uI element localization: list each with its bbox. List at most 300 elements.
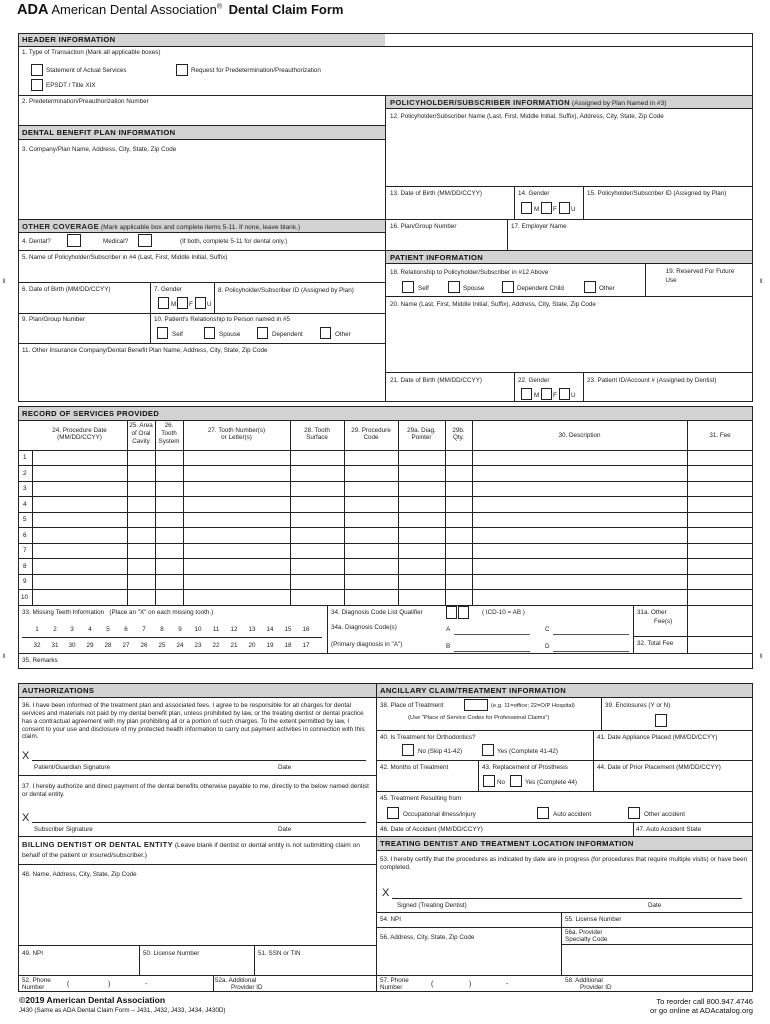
phone-paren: ( (67, 981, 70, 988)
rule (18, 775, 376, 776)
predetermination-label: Request for Predetermination/Preauthorization (191, 67, 321, 74)
tooth-number[interactable]: 23 (194, 642, 202, 649)
rule (376, 912, 753, 913)
gender-m-label: M (171, 301, 177, 308)
f1-label: 1. Type of Transaction (Mark all applicable boxes) (22, 49, 161, 56)
rel-spouse-checkbox-10[interactable] (204, 327, 215, 339)
f57-label-2: Number (380, 984, 403, 991)
rule (18, 589, 753, 590)
treating-date-label: Date (648, 902, 662, 909)
gender-u-checkbox-7[interactable] (195, 297, 206, 309)
f33-text: 33. Missing Teeth Information (22, 609, 105, 616)
pat-other-checkbox[interactable] (584, 281, 596, 293)
f9-label: 9. Plan/Group Number (22, 316, 85, 323)
row-number: 4 (23, 501, 27, 508)
qualifier-box-1[interactable] (446, 606, 457, 619)
ortho-no-label: No (Skip 41-42) (418, 748, 463, 755)
f19-label-2: Use (665, 277, 677, 284)
gender-m-checkbox-22[interactable] (521, 388, 532, 400)
perforation-mark-left: ǁ (3, 278, 6, 285)
dental-checkbox[interactable] (67, 234, 81, 247)
tooth-number[interactable]: 20 (248, 642, 256, 649)
tooth-number[interactable]: 25 (158, 642, 166, 649)
f42-label: 42. Months of Treatment (380, 764, 449, 771)
rule (583, 372, 584, 402)
rule (18, 653, 753, 654)
tooth-number[interactable]: 32 (33, 642, 41, 649)
other-coverage-title (22, 222, 300, 232)
rule (478, 760, 479, 791)
dx-c-label: C (545, 626, 550, 633)
tooth-number[interactable]: 12 (230, 626, 238, 633)
auth-title: AUTHORIZATIONS (22, 686, 95, 695)
f46-label: 46. Date of Accident (MM/DD/CCYY) (380, 826, 483, 833)
gender-f-checkbox-7[interactable] (177, 297, 188, 309)
f15-label: 15. Policyholder/Subscriber ID (Assigned by Plan) (587, 190, 727, 197)
sig-x: X (22, 750, 30, 762)
col-27-header-2: or Letter(s) (221, 434, 252, 441)
billing-title (22, 840, 372, 860)
rule (139, 945, 140, 975)
col-29a-header: 29a. Diag. (407, 427, 436, 434)
patient-signature-line[interactable] (32, 760, 366, 761)
f7-label: 7. Gender (154, 286, 183, 293)
ancillary-title: ANCILLARY CLAIM/TREATMENT INFORMATION (380, 686, 567, 695)
tooth-number[interactable]: 6 (124, 626, 128, 633)
gender-u-label: U (571, 392, 576, 399)
treating-signature-label: Signed (Treating Dentist) (397, 902, 467, 909)
center-divider (385, 96, 386, 402)
gender-m-checkbox-14[interactable] (521, 202, 532, 214)
tooth-number[interactable]: 14 (266, 626, 274, 633)
row-number: 8 (23, 563, 27, 570)
rel-dependent-label: Dependent (272, 331, 303, 338)
f38-label: 38. Place of Treatment (380, 702, 444, 709)
tooth-number[interactable]: 11 (212, 626, 220, 633)
patient-info-title: PATIENT INFORMATION (390, 253, 484, 262)
col-27-header: 27. Tooth Number(s) (207, 427, 266, 434)
gender-u-checkbox-14[interactable] (559, 202, 570, 214)
col-28-header: 28. Tooth (304, 427, 330, 434)
tooth-number[interactable]: 10 (194, 626, 202, 633)
rule (18, 543, 753, 544)
rule (18, 343, 385, 344)
f19-label: 19. Reserved For Future (665, 268, 735, 275)
treating-title: TREATING DENTIST AND TREATMENT LOCATION INFORMATION (380, 839, 634, 848)
col-26-header-3: System (158, 438, 180, 445)
epsdt-label: EPSDT / Title XIX (46, 82, 96, 89)
form-title (17, 2, 343, 18)
plan-info-title: DENTAL BENEFIT PLAN INFORMATION (22, 128, 176, 137)
f33-label (22, 609, 213, 617)
f45-label: 45. Treatment Resulting from (380, 795, 462, 802)
f22-label: 22. Gender (518, 377, 550, 384)
tooth-chart-divider (22, 637, 322, 638)
rule (214, 282, 215, 313)
tooth-number[interactable]: 13 (248, 626, 256, 633)
ada-logo: ADA (17, 2, 49, 18)
f12-label: 12. Policyholder/Subscriber Name (Last, First, Middle Initial, Suffix), Address, City, State, Zip Code (390, 113, 664, 120)
f38-use: (Use "Place of Service Codes for Professional Claims") (408, 715, 550, 721)
rule (376, 822, 753, 823)
perforation-mark-left-2: ǁ (3, 653, 6, 660)
tooth-number[interactable]: 9 (178, 626, 182, 633)
rule (385, 108, 753, 109)
f16-label: 16. Plan/Group Number (390, 223, 457, 230)
col-31-header: 31. Fee (709, 432, 731, 439)
rule (18, 496, 753, 497)
rule (18, 465, 753, 466)
qualifier-box-2[interactable] (458, 606, 469, 619)
tooth-number[interactable]: 18 (284, 642, 292, 649)
f50-label: 50. License Number (143, 950, 200, 957)
occupational-checkbox[interactable] (387, 807, 399, 819)
rule (583, 186, 584, 219)
pat-self-label: Self (418, 285, 429, 292)
predetermination-number-input[interactable] (22, 106, 382, 122)
rule (18, 313, 385, 314)
f49-label: 49. NPI (22, 950, 43, 957)
other-coverage-note: (Mark applicable box and complete items 5-11. If none, leave blank.) (100, 224, 301, 231)
f31a-label-2: Fee(s) (654, 618, 673, 625)
gender-f-label: F (553, 392, 557, 399)
subscriber-note: (Assigned by Plan Named in #3) (571, 100, 667, 107)
f17-label: 17. Employer Name (511, 223, 567, 230)
col-30-header: 30. Description (558, 432, 601, 439)
f3-label: 3. Company/Plan Name, Address, City, State, Zip Code (22, 146, 177, 153)
prosthesis-no-label: No (497, 779, 506, 786)
auto-accident-label: Auto accident (553, 811, 592, 818)
col-29-header-2: Code (363, 434, 379, 441)
tooth-number[interactable]: 8 (160, 626, 164, 633)
tooth-number[interactable]: 5 (106, 626, 110, 633)
rule (593, 760, 594, 791)
rule (385, 219, 753, 220)
rule (645, 263, 646, 296)
phone-paren: ) (108, 981, 111, 988)
rule (18, 836, 376, 837)
row-number: 3 (23, 485, 27, 492)
gender-u-label: U (571, 206, 576, 213)
rule (18, 558, 753, 559)
f14-label: 14. Gender (518, 190, 550, 197)
pat-self-checkbox[interactable] (402, 281, 414, 293)
rule (213, 975, 214, 992)
reorder-line-2: or go online at ADAcatalog.org (649, 1006, 753, 1015)
pat-dependent-checkbox[interactable] (502, 281, 514, 293)
rule (376, 697, 753, 698)
medical-checkbox[interactable] (138, 234, 152, 247)
f48-label: 48. Name, Address, City, State, Zip Code (22, 871, 137, 878)
rule (376, 791, 753, 792)
dx-b-input[interactable] (454, 651, 530, 652)
f51-label: 51. SSN or TIN (258, 950, 301, 957)
rel-spouse-label: Spouse (219, 331, 241, 338)
rule (18, 420, 753, 421)
auto-accident-checkbox[interactable] (537, 807, 549, 819)
rule (376, 850, 753, 851)
rel-self-checkbox-10[interactable] (157, 327, 168, 339)
rule (514, 372, 515, 402)
rule (150, 313, 151, 343)
rule (18, 250, 385, 251)
row-number: 7 (23, 547, 27, 554)
gender-m-label: M (534, 206, 540, 213)
f47-label: 47. Auto Accident State (636, 826, 702, 833)
tooth-number[interactable]: 4 (88, 626, 92, 633)
f34-label: 34. Diagnosis Code List Qualifier (331, 609, 423, 616)
rule (18, 605, 753, 606)
rule (18, 975, 376, 976)
rel-dependent-checkbox-10[interactable] (257, 327, 268, 339)
dx-d-label: D (545, 643, 550, 650)
f40-label: 40. Is Treatment for Orthodontics? (380, 734, 476, 741)
row-number: 10 (21, 594, 29, 601)
rel-other-checkbox-10[interactable] (320, 327, 331, 339)
f52-label: 52. Phone (22, 977, 51, 984)
plan-address-input[interactable] (22, 156, 382, 216)
predetermination-checkbox[interactable] (176, 64, 188, 76)
rule (254, 945, 255, 975)
row-number: 9 (23, 578, 27, 585)
actual-services-label: Statement of Actual Services (46, 67, 127, 74)
f21-label: 21. Date of Birth (MM/DD/CCYY) (390, 377, 483, 384)
col-29b-header: 29b. (452, 427, 465, 434)
f37-text: 37. I hereby authorize and direct payment of the dental benefits otherwise payable to me, directly to the below named dentist or dental entity. (22, 783, 369, 799)
f52a-label-2: Provider ID (231, 984, 263, 991)
dx-c-input[interactable] (553, 634, 629, 635)
tooth-number[interactable]: 26 (140, 642, 148, 649)
rel-other-label: Other (335, 331, 351, 338)
rule (633, 822, 634, 836)
rule (327, 605, 328, 653)
actual-services-checkbox[interactable] (31, 64, 43, 76)
tooth-number[interactable]: 17 (302, 642, 310, 649)
f35-label: 35. Remarks (22, 657, 58, 664)
phone-paren: ( (431, 981, 434, 988)
row-number: 1 (23, 454, 27, 461)
perforation-mark-right-2: ǁ (760, 653, 763, 660)
perforation-mark-right: ǁ (760, 278, 763, 285)
other-coverage-heading: OTHER COVERAGE (22, 222, 100, 231)
tooth-number[interactable]: 15 (284, 626, 292, 633)
tooth-number[interactable]: 29 (86, 642, 94, 649)
f52-label-2: Number (22, 984, 45, 991)
col-25-header: 25. Area (129, 422, 153, 429)
rule (18, 512, 753, 513)
rel-self-label: Self (172, 331, 183, 338)
f6-label: 6. Date of Birth (MM/DD/CCYY) (22, 286, 111, 293)
f44-label: 44. Date of Prior Placement (MM/DD/CCYY) (597, 764, 721, 771)
f31a-label: 31a. Other (637, 609, 667, 616)
pat-spouse-label: Spouse (463, 285, 485, 292)
tooth-number[interactable]: 28 (104, 642, 112, 649)
rule (18, 139, 385, 140)
tooth-number[interactable]: 27 (122, 642, 130, 649)
rule (687, 605, 688, 653)
col-26-header-2: Tooth (161, 430, 177, 437)
other-accident-checkbox[interactable] (628, 807, 640, 819)
prosthesis-no-checkbox[interactable] (483, 775, 495, 787)
dx-a-input[interactable] (454, 634, 530, 635)
billing-note: (Leave blank if dentist or dental entity is not submitting claim on behalf of the patient or insured/subscriber.) (22, 842, 360, 859)
prosthesis-yes-label: Yes (Complete 44) (525, 779, 577, 786)
reg-mark: ® (216, 3, 222, 11)
f56-label: 56. Address, City, State, Zip Code (380, 934, 475, 941)
rule (601, 697, 602, 730)
enclosures-input[interactable] (655, 714, 667, 727)
rule (376, 760, 753, 761)
billing-heading: BILLING DENTIST OR DENTAL ENTITY (22, 840, 173, 849)
pat-dependent-label: Dependent Child (517, 285, 564, 292)
f56a-label-2: Specialty Code (565, 936, 608, 943)
f18-label: 18. Relationship to Policyholder/Subscriber in #12 Above (390, 269, 549, 276)
col-29-header: 29. Procedure (351, 427, 391, 434)
gender-f-label: F (553, 206, 557, 213)
sig-x: X (22, 812, 30, 824)
rule (633, 636, 753, 637)
f38-eg: (e.g. 11=office; 22=O/P Hospital) (491, 703, 575, 709)
rule (376, 975, 753, 976)
col-24-header: 24. Procedure Date (52, 427, 107, 434)
f43-label: 43. Replacement of Prosthesis (482, 764, 568, 771)
gender-u-checkbox-22[interactable] (559, 388, 570, 400)
f5-label: 5. Name of Policyholder/Subscriber in #4 (Last, First, Middle Initial, Suffix) (22, 254, 228, 261)
ortho-yes-checkbox[interactable] (482, 744, 494, 756)
ortho-yes-label: Yes (Complete 41-42) (497, 748, 559, 755)
rule (18, 574, 753, 575)
tooth-number[interactable]: 2 (53, 626, 57, 633)
f58-label: 58. Additional (565, 977, 603, 984)
rule (385, 296, 753, 297)
col-26-header: 26. (164, 422, 174, 429)
org-name: American Dental Association (51, 2, 217, 17)
f23-label: 23. Patient ID/Account # (Assigned by Dentist) (587, 377, 717, 384)
tooth-number[interactable]: 31 (51, 642, 59, 649)
dx-d-input[interactable] (553, 651, 629, 652)
ortho-no-checkbox[interactable] (402, 744, 414, 756)
phone-paren: ) (469, 981, 472, 988)
patient-date-label: Date (278, 764, 292, 771)
f34a-label: 34a. Diagnosis Code(s) (331, 624, 397, 631)
rule (18, 282, 385, 283)
tooth-number[interactable]: 24 (176, 642, 184, 649)
gender-f-checkbox-14[interactable] (541, 202, 552, 214)
medical-label: Medical? (103, 238, 129, 245)
tooth-number[interactable]: 21 (230, 642, 238, 649)
rule (18, 232, 385, 233)
other-accident-label: Other accident (644, 811, 685, 818)
subscriber-date-label: Date (278, 826, 292, 833)
dx-b-label: B (446, 643, 451, 650)
header-info-title: HEADER INFORMATION (22, 35, 116, 44)
epsdt-checkbox[interactable] (31, 79, 43, 91)
col-25-header-2: of Oral (131, 430, 151, 437)
rule (18, 697, 376, 698)
pat-other-label: Other (599, 285, 615, 292)
phone-dash: - (506, 981, 509, 988)
pat-spouse-checkbox[interactable] (448, 281, 460, 293)
rule (561, 944, 753, 945)
col-29a-header-2: Pointer (411, 434, 432, 441)
prosthesis-yes-checkbox[interactable] (510, 775, 522, 787)
f36-text: 36. I have been informed of the treatment plan and associated fees. I agree to be responsible for all charges for dental services and materials not paid by my dental benefit plan, unless prohibited by law, or the treating dentist or dental practice has a contractual agreement with my plan prohibiting all or a portion of such charges. To the extent permitted by law, I consent to your use and disclosure of my protected health information to carry out payment activities in connection with this claim. (22, 702, 365, 741)
tooth-number[interactable]: 7 (142, 626, 146, 633)
services-title: RECORD OF SERVICES PROVIDED (22, 409, 160, 418)
place-of-treatment-input[interactable] (464, 699, 488, 711)
row-number: 2 (23, 470, 27, 477)
reorder-line-1: To reorder call 800.947.4746 (656, 997, 753, 1006)
rule (633, 605, 634, 653)
f20-label: 20. Name (Last, First, Middle Initial, Suffix), Address, City, State, Zip Code (390, 301, 596, 308)
col-24-header-2: (MM/DD/CCYY) (57, 434, 102, 441)
occupational-label: Occupational illness/injury (403, 811, 476, 818)
row-number: 5 (23, 516, 27, 523)
rule (18, 864, 376, 865)
rule (593, 730, 594, 760)
f4-label: 4. Dental? (22, 238, 51, 245)
rule (18, 527, 753, 528)
f2-label: 2. Predetermination/Preauthorization Number (22, 98, 149, 105)
rule (385, 372, 753, 373)
f56a-label: 56a. Provider (565, 929, 603, 936)
col-29b-header-2: Qty. (452, 434, 465, 441)
tooth-number[interactable]: 1 (35, 626, 39, 633)
treating-signature-line[interactable] (392, 898, 742, 899)
rule (18, 481, 753, 482)
f32-label: 32. Total Fee (637, 640, 674, 647)
rule (18, 945, 376, 946)
rule (18, 46, 753, 47)
tooth-number[interactable]: 19 (266, 642, 274, 649)
gender-m-checkbox-7[interactable] (158, 297, 169, 309)
sig-x: X (382, 887, 390, 899)
dx-a-label: A (446, 626, 451, 633)
f8-label: 8. Policyholder/Subscriber ID (Assigned by Plan) (218, 287, 354, 294)
row-number: 6 (23, 532, 27, 539)
tooth-number[interactable]: 3 (70, 626, 74, 633)
f58-label-2: Provider ID (580, 984, 612, 991)
form-code: J430 (Same as ADA Dental Claim Form – J431, J432, J433, J434, J430D) (19, 1007, 226, 1014)
f41-label: 41. Date Appliance Placed (MM/DD/CCYY) (597, 734, 718, 741)
subscriber-heading: POLICYHOLDER/SUBSCRIBER INFORMATION (390, 98, 571, 107)
rule (385, 186, 753, 187)
tooth-number[interactable]: 30 (68, 642, 76, 649)
f10-label: 10. Patient's Relationship to Person named in #5 (154, 316, 290, 323)
rule (150, 282, 151, 313)
icd-note: ( ICD-10 = AB ) (482, 609, 525, 616)
col-28-header-2: Surface (306, 434, 328, 441)
subscriber-info-title (390, 98, 666, 108)
subscriber-signature-line[interactable] (32, 822, 366, 823)
f33-note: (Place an "X" on each missing tooth.) (109, 609, 214, 616)
f52a-label: 52a. Additional (215, 977, 257, 984)
gender-f-checkbox-22[interactable] (541, 388, 552, 400)
f57-label: 57. Phone (380, 977, 409, 984)
rule (18, 450, 753, 451)
form-name: Dental Claim Form (228, 2, 344, 17)
f13-label: 13. Date of Birth (MM/DD/CCYY) (390, 190, 483, 197)
f55-label: 55. License Number (565, 916, 622, 923)
tooth-number[interactable]: 22 (212, 642, 220, 649)
gender-m-label: M (534, 392, 540, 399)
tooth-number[interactable]: 16 (302, 626, 310, 633)
f54-label: 54. NPI (380, 916, 401, 923)
subscriber-signature-label: Subscriber Signature (34, 826, 93, 833)
gender-u-label: U (207, 301, 212, 308)
rule (507, 219, 508, 250)
copyright: ©2019 American Dental Association (19, 995, 166, 1005)
